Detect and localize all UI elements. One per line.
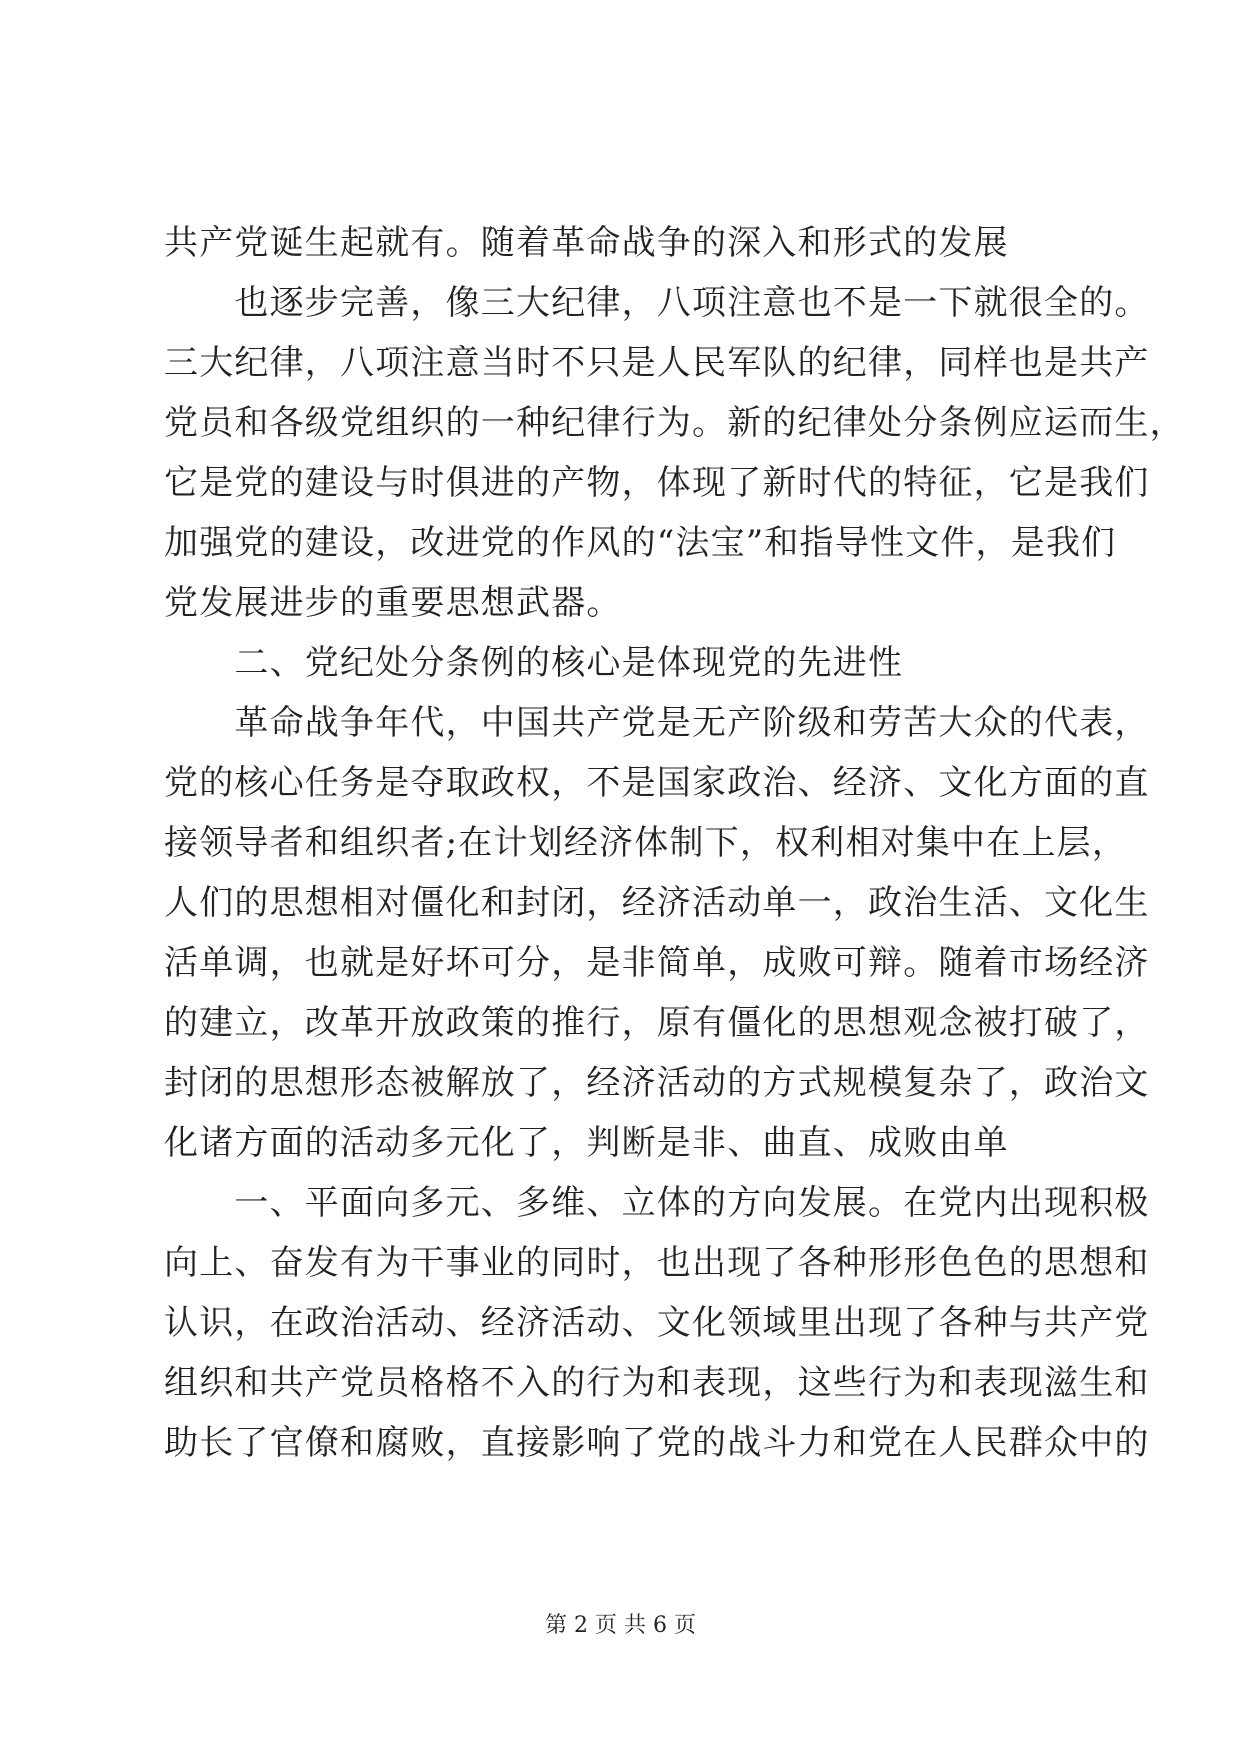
text-line: 人们的思想相对僵化和封闭，经济活动单一，政治生活、文化生 [164,883,1150,923]
text-line: 接领导者和组织者;在计划经济体制下，权利相对集中在上层， [164,823,1128,863]
text-line: 党员和各级党组织的一种纪律行为。新的纪律处分条例应运而生， [164,403,1185,443]
text-line: 它是党的建设与时俱进的产物，体现了新时代的特征，它是我们 [164,463,1150,503]
section-heading: 二、党纪处分条例的核心是体现党的先进性 [164,643,904,683]
text-line: 党发展进步的重要思想武器。 [164,583,622,623]
text-line: 共产党诞生起就有。随着革命战争的深入和形式的发展 [164,223,1009,263]
text-line: 加强党的建设，改进党的作风的“法宝”和指导性文件，是我们 [164,523,1117,563]
text-line: 向上、奋发有为干事业的同时，也出现了各种形形色色的思想和 [164,1243,1150,1283]
text-line: 封闭的思想形态被解放了，经济活动的方式规模复杂了，政治文 [164,1063,1150,1103]
text-line: 助长了官僚和腐败，直接影响了党的战斗力和党在人民群众中的 [164,1423,1150,1463]
text-line: 三大纪律，八项注意当时不只是人民军队的纪律，同样也是共产 [164,343,1150,383]
text-line: 也逐步完善，像三大纪律，八项注意也不是一下就很全的。 [164,283,1150,323]
text-line: 一、平面向多元、多维、立体的方向发展。在党内出现积极 [164,1183,1150,1223]
text-line: 革命战争年代，中国共产党是无产阶级和劳苦大众的代表， [164,703,1150,743]
text-line: 认识，在政治活动、经济活动、文化领域里出现了各种与共产党 [164,1303,1150,1343]
text-line: 化诸方面的活动多元化了，判断是非、曲直、成败由单 [164,1123,1009,1163]
text-line: 组织和共产党员格格不入的行为和表现，这些行为和表现滋生和 [164,1363,1150,1403]
text-line: 活单调，也就是好坏可分，是非简单，成败可辩。随着市场经济 [164,943,1150,983]
page-footer: 第 2 页 共 6 页 [545,1613,696,1638]
text-line: 的建立，改革开放政策的推行，原有僵化的思想观念被打破了， [164,1003,1150,1043]
text-line: 党的核心任务是夺取政权，不是国家政治、经济、文化方面的直 [164,763,1150,803]
